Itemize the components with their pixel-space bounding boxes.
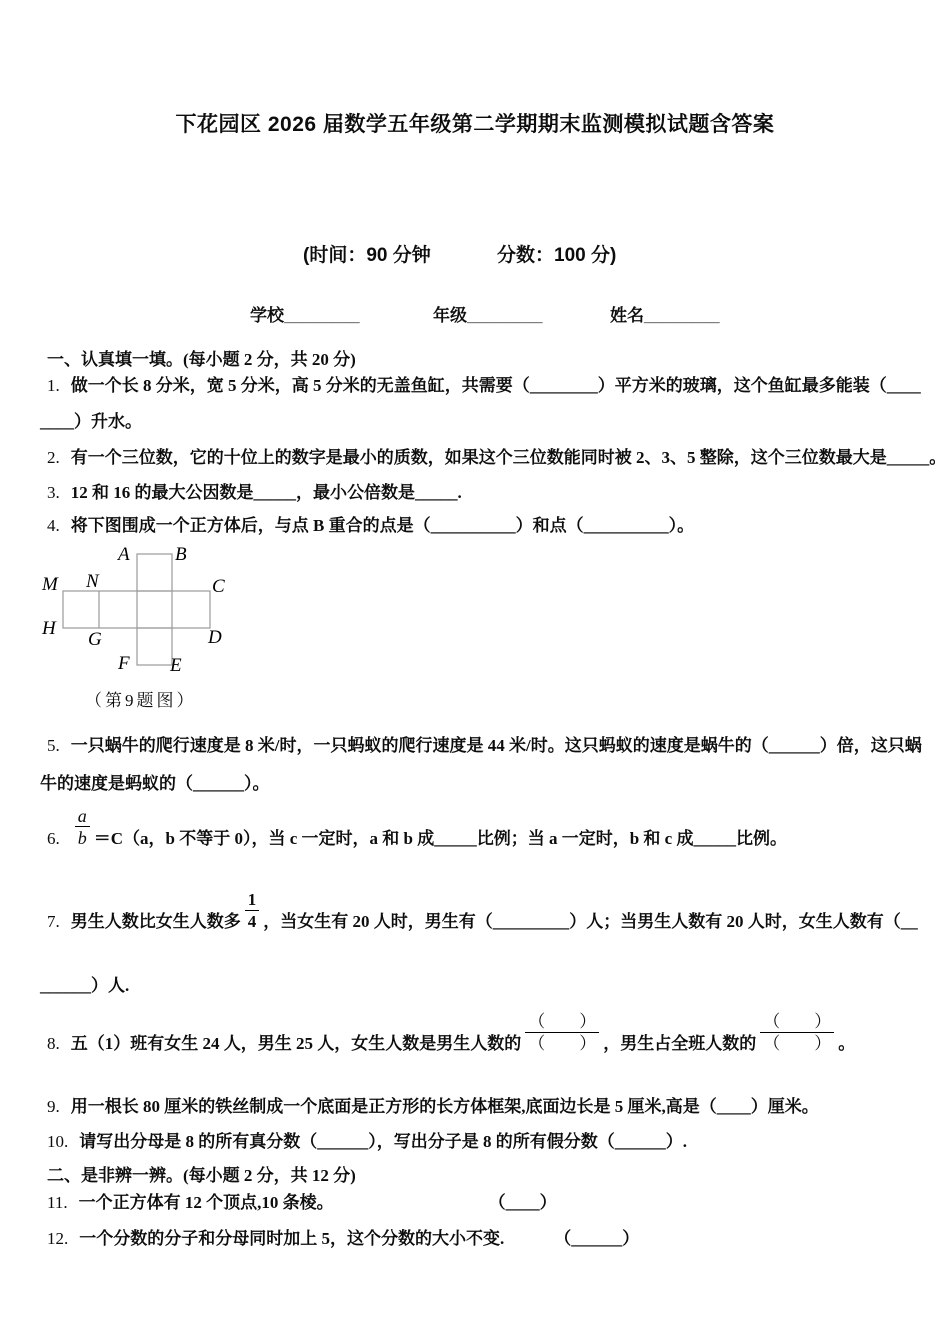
vertex-label-c: C [212, 576, 225, 597]
question-1-line-2: ____）升水。 [40, 412, 142, 431]
school-field: 学校________ [250, 306, 360, 325]
question-4-number: 4. [47, 516, 60, 535]
question-3 [47, 482, 462, 504]
question-5-line-2: 牛的速度是蚂蚁的（______）。 [40, 774, 270, 793]
fraction-denominator: 4 [247, 912, 257, 931]
question-11-number: 11. [47, 1193, 68, 1212]
question-8-text-pre: 五（1）班有女生 24 人，男生 25 人，女生人数是男生人数的 [70, 1034, 522, 1053]
question-12 [47, 1228, 639, 1250]
fraction-denominator-blank: （ ） [528, 1034, 597, 1053]
fraction-a-over-b [75, 806, 90, 848]
page-title: 下花园区 2026 届数学五年级第二学期期末监测模拟试题含答案 [175, 113, 775, 136]
fraction-numerator-blank: （ ） [525, 1012, 599, 1033]
question-8-number: 8. [47, 1034, 60, 1053]
name-field: 姓名________ [610, 306, 720, 325]
question-5-line-1 [47, 735, 922, 757]
question-10-number: 10. [47, 1132, 69, 1151]
net-bottom-square [137, 628, 172, 665]
vertex-label-a: A [118, 544, 130, 565]
question-8-text-mid: ，男生占全班人数的 [603, 1034, 757, 1053]
question-6-text: ＝C（a，b 不等于 0），当 c 一定时，a 和 b 成_____比例；当 a 一定时，b 和 c 成_____比例。 [93, 829, 787, 848]
question-7-line-1 [47, 890, 918, 933]
question-9-text: 用一根长 80 厘米的铁丝制成一个底面是正方形的长方体框架,底面边长是 5 厘米,高是（____）厘米。 [70, 1097, 819, 1116]
question-6 [47, 806, 787, 850]
fraction-denominator: b [77, 828, 87, 848]
vertex-label-m: M [42, 574, 58, 595]
exam-duration: (时间：90 分钟 [303, 245, 431, 266]
question-4 [47, 515, 694, 537]
grade-field: 年级________ [433, 306, 543, 325]
question-4-text: 将下图围成一个正方体后，与点 B 重合的点是（__________）和点（__________）。 [70, 516, 695, 535]
fraction-numerator: a [75, 806, 90, 827]
vertex-label-n: N [86, 571, 99, 592]
question-2-number: 2. [47, 448, 60, 467]
blank-fraction-2 [760, 1012, 834, 1054]
question-7-text-pre: 男生人数比女生人数多 [70, 912, 241, 931]
question-5-text: 一只蜗牛的爬行速度是 8 米/时，一只蚂蚁的爬行速度是 44 米/时。这只蚂蚁的速度是蜗牛的（______）倍，这只蜗 [70, 736, 922, 755]
fraction-numerator-blank: （ ） [760, 1012, 834, 1033]
question-7-line-2: ______）人. [40, 976, 130, 995]
blank-fraction-1 [525, 1012, 599, 1054]
question-1-number: 1. [47, 376, 60, 395]
question-12-text: 一个分数的分子和分母同时加上 5，这个分数的大小不变. [79, 1229, 505, 1248]
cube-net-figure [40, 538, 280, 688]
cube-net-drawing [40, 538, 280, 688]
question-7-number: 7. [47, 912, 60, 931]
question-7-text-post: ，当女生有 20 人时，男生有（_________）人；当男生人数有 20 人时，女生人数有（__ [263, 912, 918, 931]
fraction-denominator-blank: （ ） [763, 1034, 832, 1053]
exam-score: 分数：100 分) [497, 245, 617, 266]
section-2-heading: 二、是非辨一辨。(每小题 2 分，共 12 分) [47, 1166, 356, 1185]
question-10-text: 请写出分母是 8 的所有真分数（______），写出分子是 8 的所有假分数（______）. [79, 1132, 687, 1151]
question-12-number: 12. [47, 1229, 69, 1248]
question-12-answer-blank: （______） [554, 1229, 640, 1248]
vertex-label-g: G [88, 629, 102, 650]
vertex-label-h: H [42, 618, 56, 639]
vertex-label-f: F [118, 653, 130, 674]
question-2-text: 有一个三位数，它的十位上的数字是最小的质数，如果这个三位数能同时被 2、3、5 整除，这个三位数最大是_____。 [70, 448, 947, 467]
question-6-number: 6. [47, 829, 60, 848]
question-9 [47, 1096, 819, 1118]
question-2 [47, 447, 946, 469]
question-3-number: 3. [47, 483, 60, 502]
question-5-number: 5. [47, 736, 60, 755]
question-1-text: 做一个长 8 分米，宽 5 分米，高 5 分米的无盖鱼缸，共需要（________）平方米的玻璃，这个鱼缸最多能装（____ [70, 376, 921, 395]
figure-caption: （第9题图） [85, 691, 197, 710]
fraction-one-quarter [245, 890, 260, 932]
question-1-line-1 [47, 375, 921, 397]
question-11 [47, 1192, 557, 1214]
question-8 [47, 1012, 855, 1055]
fraction-numerator: 1 [245, 890, 260, 911]
question-8-text-end: 。 [838, 1034, 856, 1053]
question-11-answer-blank: （____） [488, 1193, 557, 1212]
section-1-heading: 一、认真填一填。(每小题 2 分，共 20 分) [47, 350, 356, 369]
vertex-label-b: B [175, 544, 187, 565]
net-top-square [137, 554, 172, 591]
question-11-text: 一个正方体有 12 个顶点,10 条棱。 [78, 1193, 334, 1212]
vertex-label-e: E [170, 655, 182, 676]
question-10 [47, 1131, 687, 1153]
question-9-number: 9. [47, 1097, 60, 1116]
question-3-text: 12 和 16 的最大公因数是_____，最小公倍数是_____. [70, 483, 462, 502]
vertex-label-d: D [208, 627, 222, 648]
